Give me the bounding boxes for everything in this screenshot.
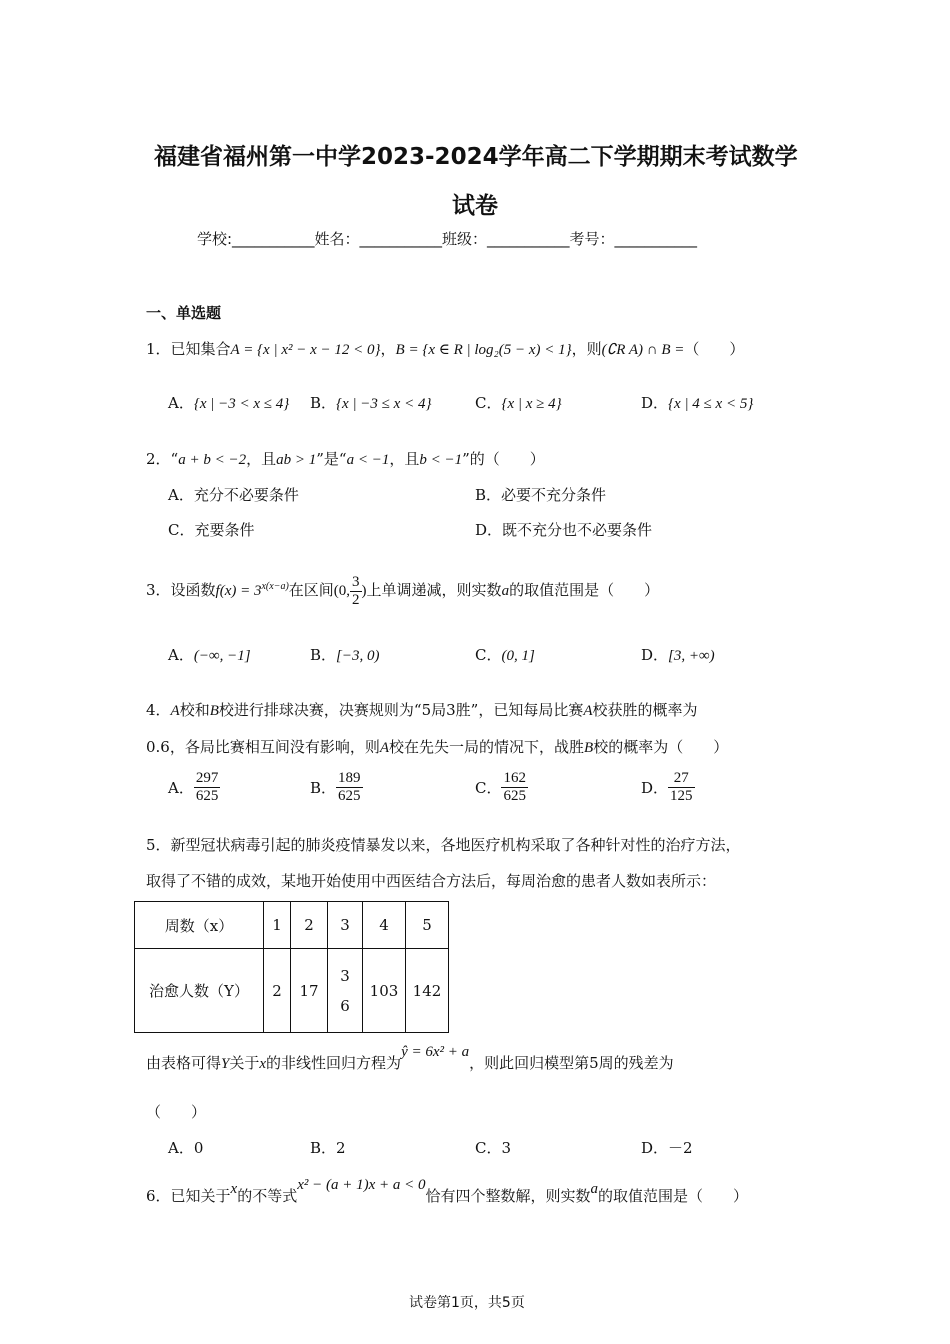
q6-text: 6．已知关于	[146, 1187, 231, 1205]
q1-expression: (∁R A) ∩ B =	[601, 342, 685, 358]
table-cell: 3	[328, 902, 363, 949]
option-fraction	[501, 770, 528, 805]
fraction-numerator: 27	[668, 770, 695, 788]
question-5-line2: 取得了不错的成效，某地开始使用中西医结合方法后，每周治愈的患者人数如表所示：	[146, 872, 717, 890]
q4-text: 校在先失一局的情况下，战胜	[389, 738, 585, 756]
fraction-numerator: 3	[352, 573, 360, 590]
q5-text: 关于	[229, 1054, 260, 1072]
option-text: 2	[336, 1139, 346, 1157]
q3-function: f(x) = 3	[215, 583, 262, 599]
table-cell: 5	[406, 902, 449, 949]
q4-option-c[interactable]	[475, 770, 528, 805]
option-label: B．	[310, 779, 337, 797]
q1-set-a: A = {x | x² − x − 12 < 0}	[230, 342, 381, 358]
q5-text: ，则此回归模型第5周的残差为	[469, 1054, 674, 1072]
q5-option-c[interactable]	[475, 1137, 511, 1158]
q4-var: A	[170, 703, 180, 719]
q6-text: 的不等式	[237, 1187, 298, 1205]
option-text: 必要不充分条件	[501, 486, 607, 504]
table-cell: 4	[363, 902, 406, 949]
question-5-regression	[146, 1044, 674, 1073]
option-label: A．	[168, 394, 194, 412]
q2-text-2: ”是“	[316, 450, 347, 468]
fraction-denominator: 125	[670, 788, 693, 804]
question-1	[146, 338, 744, 359]
table-row	[135, 902, 449, 949]
q2-option-b[interactable]	[475, 484, 606, 505]
table-cell: 2	[264, 949, 291, 1033]
q2-text-1: ，且	[246, 450, 277, 468]
question-6	[146, 1177, 749, 1206]
fraction-denominator: 625	[338, 788, 361, 804]
q5-var: Y	[221, 1056, 230, 1072]
table-header-cured: 治愈人数（Y）	[135, 949, 264, 1033]
option-label: B．	[310, 646, 337, 664]
option-fraction	[336, 770, 363, 805]
option-math: [−3, 0)	[336, 648, 380, 664]
q6-text: 的取值范围是（ ）	[598, 1187, 749, 1205]
fraction-denominator: 625	[503, 788, 526, 804]
q3-mid: 在区间	[288, 581, 334, 599]
option-label: C．	[475, 646, 502, 664]
q3-option-c[interactable]	[475, 644, 535, 665]
option-text: 0	[193, 1139, 204, 1157]
q5-equation: ŷ = 6x² + a	[401, 1044, 470, 1060]
q3-interval-left: (0,	[333, 583, 351, 599]
q4-text: 校进行排球决赛，决赛规则为“5局3胜”，已知每局比赛	[218, 701, 584, 719]
page-footer: 试卷第1页，共5页	[409, 1295, 525, 1311]
q6-text: 恰有四个整数解，则实数	[425, 1187, 591, 1205]
q2-option-c[interactable]	[168, 519, 255, 540]
q4-var: B	[209, 703, 219, 719]
q2-option-a[interactable]	[168, 484, 299, 505]
option-math: (−∞, −1]	[193, 648, 251, 664]
option-label: A．	[168, 646, 194, 664]
option-text: －2	[668, 1139, 693, 1157]
option-label: C．	[475, 1139, 502, 1157]
q2-math-1: a + b < −2	[178, 452, 247, 468]
q1-option-b[interactable]	[310, 392, 431, 413]
cure-data-table	[134, 901, 449, 1033]
q5-text: 的非线性回归方程为	[266, 1054, 402, 1072]
page-title-line1: 福建省福州第一中学2023-2024学年高二下学期期末考试数学	[154, 144, 798, 170]
option-math: {x | x ≥ 4}	[501, 396, 562, 412]
option-math: {x | 4 ≤ x < 5}	[668, 396, 754, 412]
fraction-numerator: 297	[195, 770, 219, 786]
q1-bracket: （ ）	[684, 340, 745, 358]
question-4-line2	[146, 736, 728, 757]
q2-text-4: ”的（ ）	[462, 450, 545, 468]
q4-var: B	[584, 740, 594, 756]
q1-option-a[interactable]	[168, 392, 289, 413]
option-math: {x | −3 < x ≤ 4}	[193, 396, 290, 412]
q3-interval-fraction	[350, 574, 362, 609]
option-text: 充分不必要条件	[193, 486, 299, 504]
q3-var: a	[501, 583, 510, 599]
q3-option-d[interactable]	[641, 644, 715, 665]
table-header-weeks: 周数（x）	[135, 902, 264, 949]
q5-option-b[interactable]	[310, 1137, 346, 1158]
fraction-denominator: 625	[195, 788, 219, 804]
option-text: 充要条件	[194, 521, 255, 539]
option-label: C．	[475, 779, 502, 797]
option-math: [3, +∞)	[668, 648, 715, 664]
q3-interval-right: )	[361, 583, 367, 599]
q4-option-d[interactable]	[641, 770, 695, 805]
q4-option-b[interactable]	[310, 770, 363, 805]
option-label: D．	[641, 646, 669, 664]
option-fraction	[668, 770, 695, 805]
option-text: 既不充分也不必要条件	[502, 521, 653, 539]
question-2	[146, 448, 545, 469]
q3-prefix: 3．设函数	[146, 581, 216, 599]
question-5-line1: 5．新型冠状病毒引起的肺炎疫情暴发以来，各地医疗机构采取了各种针对性的治疗方法，	[146, 836, 741, 854]
q1-set-b: B = {x ∈ R | log₂(5 − x) < 1}	[395, 342, 572, 358]
q3-option-a[interactable]	[168, 644, 251, 665]
option-math: {x | −3 ≤ x < 4}	[336, 396, 432, 412]
option-label: D．	[641, 1139, 669, 1157]
option-fraction	[194, 770, 221, 805]
q6-var: a	[590, 1181, 599, 1197]
option-label: C．	[168, 521, 195, 539]
table-cell: 1	[264, 902, 291, 949]
question-4-line1	[146, 699, 698, 720]
table-cell: 3 6	[328, 949, 363, 1033]
q5-bracket: （ ）	[146, 1103, 207, 1121]
option-label: D．	[475, 521, 503, 539]
q3-tail-2: 的取值范围是（ ）	[509, 581, 660, 599]
table-cell: 103	[363, 949, 406, 1033]
q6-var: x	[230, 1181, 238, 1197]
q2-text-3: ，且	[389, 450, 420, 468]
q2-math-3: a < −1	[346, 452, 390, 468]
option-label: A．	[168, 779, 194, 797]
table-cell: 142	[406, 949, 449, 1033]
fraction-numerator: 189	[338, 770, 361, 786]
fraction-denominator: 2	[352, 591, 360, 608]
option-label: A．	[168, 1139, 194, 1157]
section-heading: 一、单选题	[146, 304, 222, 322]
q2-math-4: b < −1	[419, 452, 463, 468]
q4-var: A	[379, 740, 390, 756]
q4-text: 0.6，各局比赛相互间没有影响，则	[146, 738, 380, 756]
option-label: D．	[641, 394, 669, 412]
table-row	[135, 949, 449, 1033]
q1-sep1: ，	[380, 340, 396, 358]
q3-option-b[interactable]	[310, 644, 380, 665]
option-math: (0, 1]	[501, 648, 535, 664]
q3-exponent: x(x−a)	[261, 581, 289, 592]
q5-text: 由表格可得	[146, 1054, 222, 1072]
q1-prefix: 1．已知集合	[146, 340, 231, 358]
q4-text: 4．	[146, 701, 171, 719]
table-cell: 2	[291, 902, 328, 949]
q1-option-d[interactable]	[641, 392, 753, 413]
q2-math-2: ab > 1	[276, 452, 317, 468]
q4-option-a[interactable]	[168, 770, 220, 805]
q4-text: 校和	[179, 701, 210, 719]
q6-inequality: x² − (a + 1)x + a < 0	[297, 1177, 426, 1193]
q3-tail-1: 上单调递减，则实数	[366, 581, 502, 599]
option-label: A．	[168, 486, 194, 504]
q1-option-c[interactable]	[475, 392, 562, 413]
option-label: D．	[641, 779, 669, 797]
page-title-line2: 试卷	[452, 193, 498, 219]
fraction-numerator: 162	[503, 770, 526, 786]
q4-text: 校的概率为（ ）	[593, 738, 729, 756]
q5-option-d[interactable]	[641, 1137, 693, 1158]
option-label: C．	[475, 394, 502, 412]
q5-var: x	[259, 1056, 267, 1072]
option-label: B．	[310, 1139, 337, 1157]
q1-sep2: ，则	[571, 340, 602, 358]
q4-var: A	[583, 703, 593, 719]
q4-text: 校获胜的概率为	[592, 701, 698, 719]
table-cell: 17	[291, 949, 328, 1033]
question-3	[146, 565, 659, 613]
student-info-line: 学校:___________姓名：___________班级：___________考号：___________	[197, 230, 698, 248]
option-label: B．	[310, 394, 337, 412]
option-text: 3	[501, 1139, 512, 1157]
q2-prefix: 2．“	[146, 450, 179, 468]
option-label: B．	[475, 486, 502, 504]
q2-option-d[interactable]	[475, 519, 652, 540]
q5-option-a[interactable]	[168, 1137, 203, 1158]
